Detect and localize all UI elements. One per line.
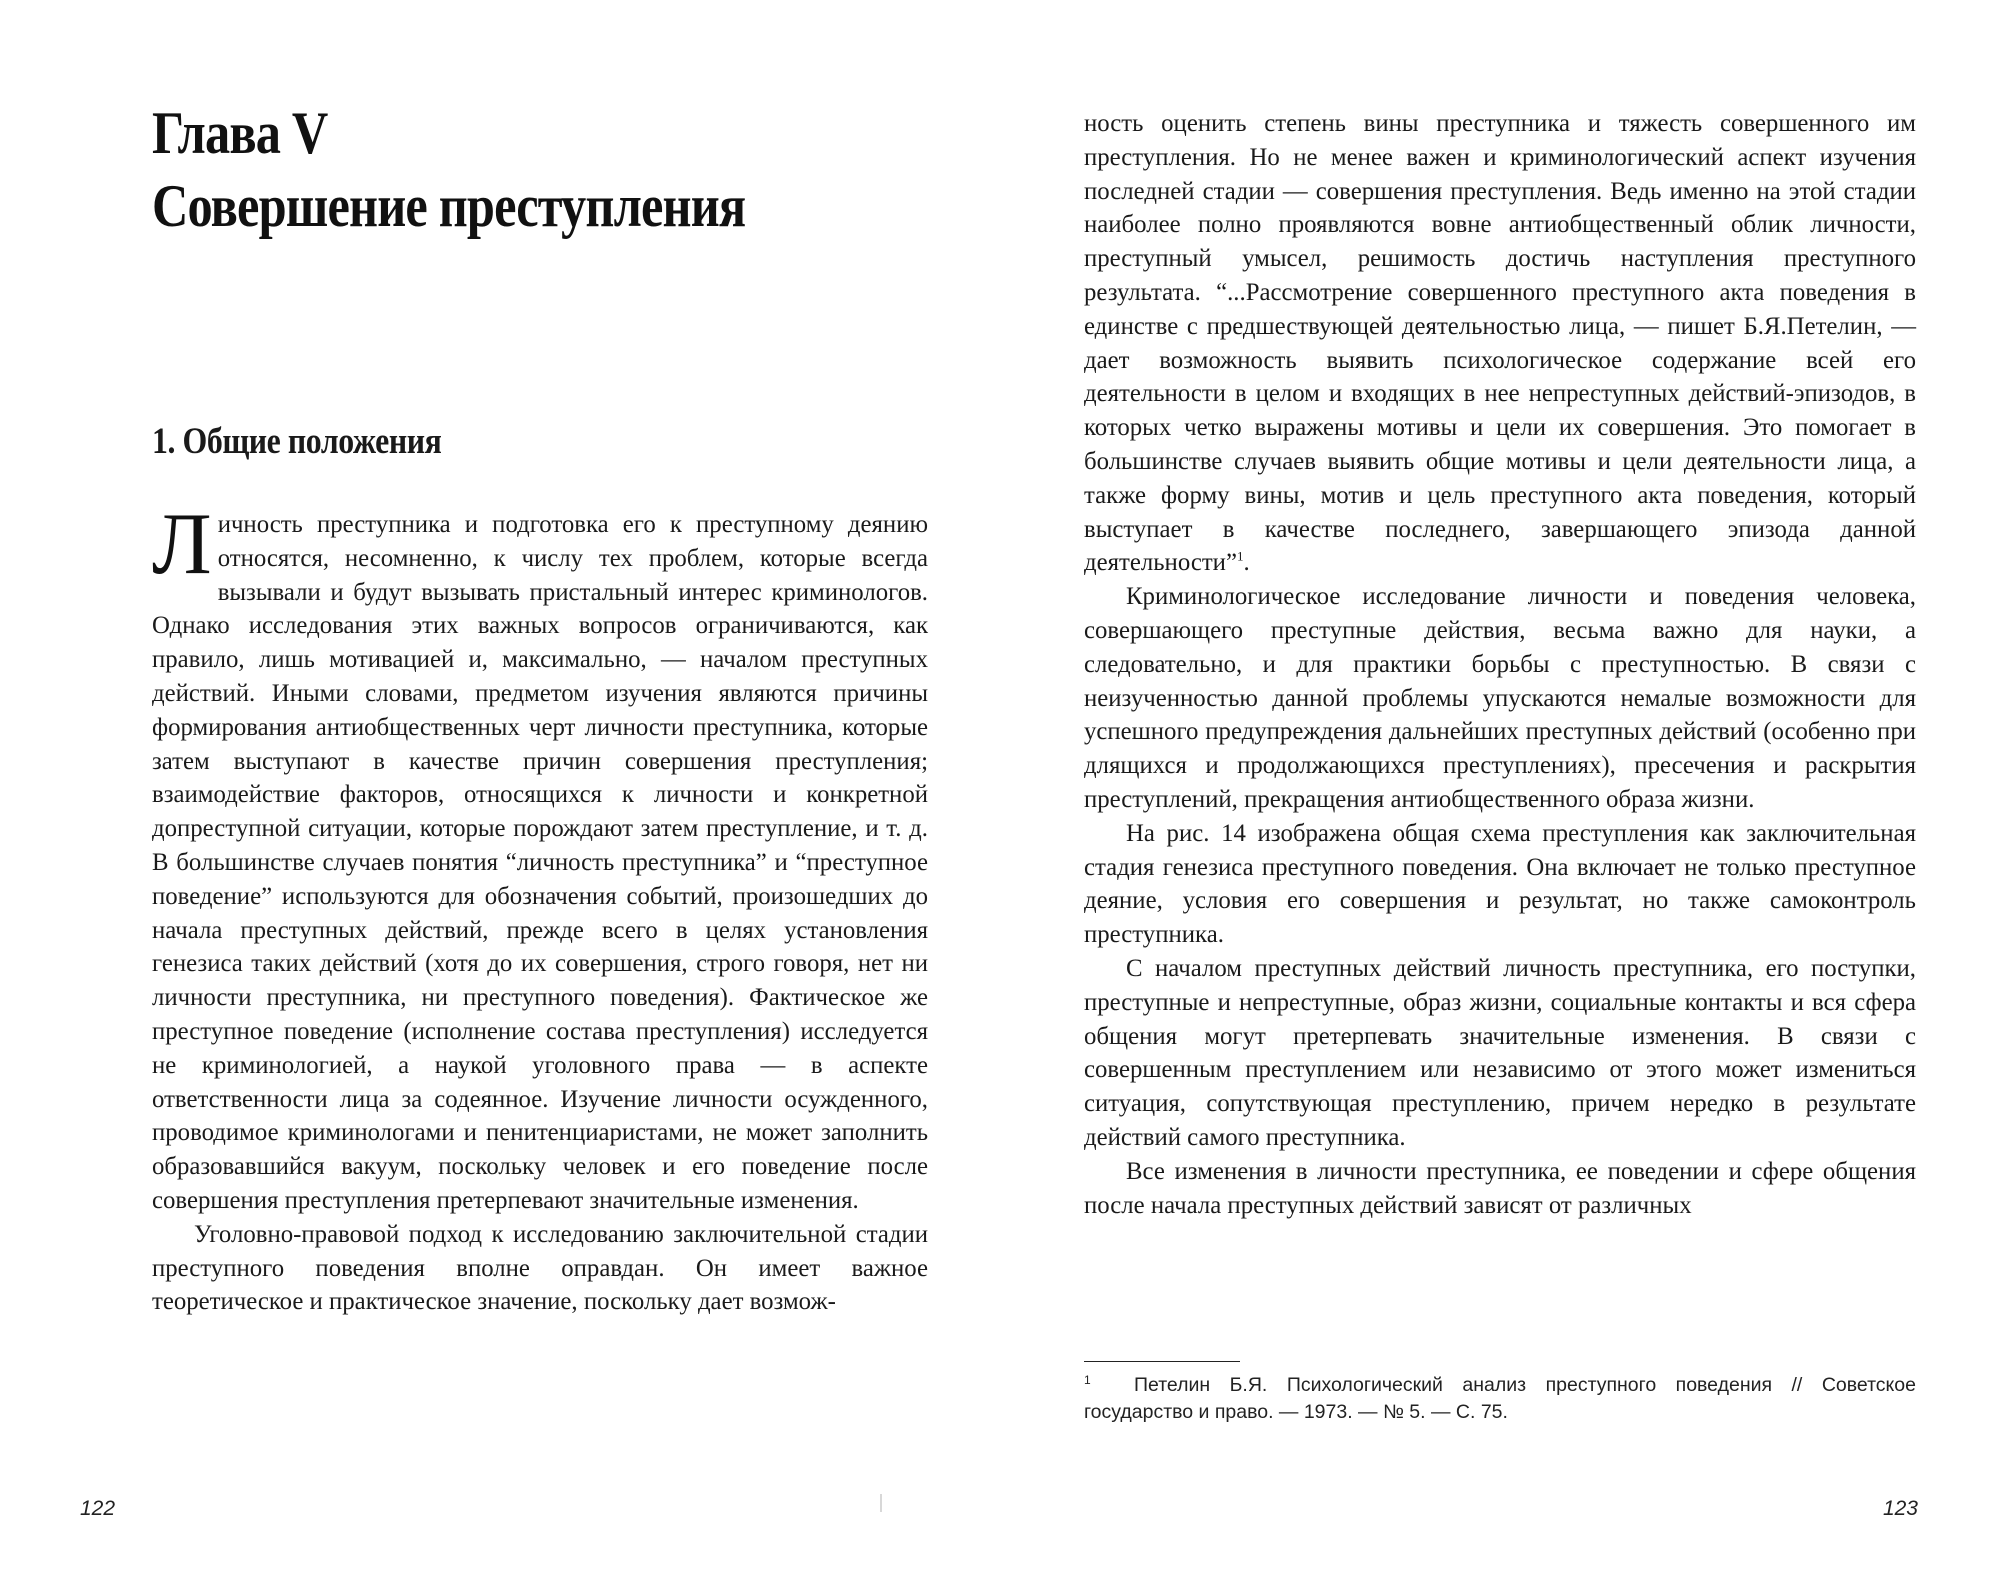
section-heading: 1. Общие положения [152,421,442,462]
right-body-text [1084,107,1916,1222]
right-paragraph-1-end: . [1243,549,1250,577]
left-paragraph-1 [152,496,928,1218]
chapter-title: Совершение преступления [152,173,746,239]
right-paragraph-5: Все изменения в личности преступника, ее поведении и сфере общения после начала преступных действий зависят от различных [1084,1157,1916,1219]
left-paragraph-1-text: ичность преступника и подготовка его к преступному деянию относятся, несомненно, к числу тех проблем, которые всегда вызывали и будут вызывать пристальный интерес криминологов. Однако исследования этих важных вопросов ограничиваются, как правило, лишь мотивацией и, максимально, — началом преступных действий. Иными словами, предметом изучения являются причины формирования антиобщественных черт личности преступника, которые затем выступают в качестве причин совершения преступления; взаимодействие факторов, относящихся к личности и конкретной допреступной ситуации, которые порождают затем преступление, и т. д. В большинстве случаев понятия “личность преступника” и “преступное поведение” используются для обозначения событий, произошедших до начала преступных действий, прежде всего в целях установления генезиса таких действий (хотя до их совершения, строго говоря, нет ни личности преступника, ни преступного поведения). Фактическое же преступное поведение (исполнение состава преступления) исследуется не криминологией, а наукой уголовного права — в аспекте ответственности лица за содеянное. Изучение личности осужденного, проводимое криминологами и пенитенциаристами, не может заполнить образовавшийся вакуум, поскольку человек и его поведение после совершения преступления претерпевают значительные изменения. [152,511,928,1214]
chapter-label: Глава V [152,100,328,166]
scan-speck [880,1494,882,1512]
right-paragraph-4: С началом преступных действий личность преступника, его поступки, преступные и непреступные, образ жизни, социальные контакты и вся сфера общения могут претерпевать значительные изменения. В связи с совершенным преступлением или независимо от этого может измениться ситуация, сопутствующая преступлению, причем нередко в результате действий самого преступника. [1084,954,1916,1151]
footnote-divider [1084,1361,1240,1362]
left-body-text [152,496,928,1319]
left-paragraph-2: Уголовно-правовой подход к исследованию заключительной стадии преступного поведения вполне оправдан. Он имеет важное теоретическое и практическое значение, поскольку дает возмож- [152,1220,928,1316]
page-number-left: 122 [80,1497,116,1520]
page-number-right: 123 [1882,1497,1918,1520]
chapter-heading [152,100,952,246]
footnote-reference: 1 [1236,549,1244,565]
footnote [1084,1372,1916,1426]
dropcap-letter: Л [152,496,212,593]
right-page [1000,0,2000,1585]
right-paragraph-3: На рис. 14 изображена общая схема преступления как заключительная стадия генезиса преступного поведения. Она включает не только преступное деяние, условия его совершения и результат, но также самоконтроль преступника. [1084,819,1916,949]
right-paragraph-1-text: ность оценить степень вины преступника и тяжесть совершенного им преступления. Но не менее важен и криминологический аспект изучения последней стадии — совершения преступления. Ведь именно на этой стадии наиболее полно проявляются вовне антиобщественный облик личности, преступный умысел, решимость достичь наступления преступного результата. “...Рассмотрение совершенного преступного акта поведения в единстве с предшествующей деятельностью лица, — пишет Б.Я.Петелин, — дает возможность выявить психологическое содержание всей его деятельности в целом и входящих в нее непреступных действий-эпизодов, в которых четко выражены мотивы и цели их совершения. Это помогает в большинстве случаев выявить общие мотивы и цели деятельности лица, а также форму вины, мотив и цель преступного акта поведения, который выступает в качестве последнего, завершающего эпизода данной деятельности” [1084,110,1916,577]
footnote-text: Петелин Б.Я. Психологический анализ преступного поведения // Советское государство и право. — 1973. — № 5. — С. 75. [1084,1374,1916,1423]
right-paragraph-1 [1084,107,1916,580]
footnote-mark: 1 [1084,1373,1091,1387]
right-paragraph-2: Криминологическое исследование личности и поведения человека, совершающего преступные действия, весьма важно для науки, а следовательно, и для практики борьбы с преступностью. В связи с неизученностью данной проблемы упускаются немалые возможности для успешного предупреждения дальнейших преступных действий (особенно при длящихся и продолжающихся преступлениях), пресечения и раскрытия преступлений, прекращения антиобщественного образа жизни. [1084,583,1916,813]
